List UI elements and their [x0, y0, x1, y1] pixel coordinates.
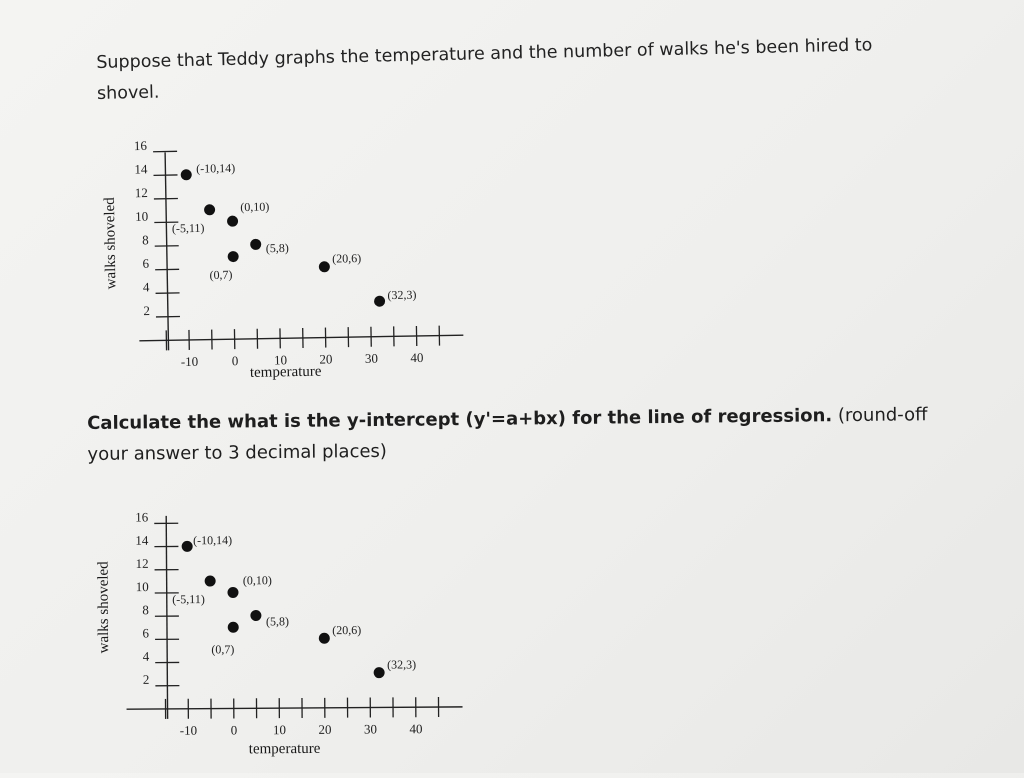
y-tick-label: 16	[134, 138, 148, 153]
prompt-normal: (round-off your answer to 3 decimal places)	[87, 404, 927, 465]
y-tick-label: 4	[143, 649, 150, 664]
y-tick-label: 8	[142, 602, 149, 617]
x-tick-label: 40	[409, 721, 422, 736]
point-label: (32,3)	[387, 657, 416, 671]
y-axis-label: walks shoveled	[102, 197, 120, 290]
x-axis-label: temperature	[250, 364, 322, 381]
x-tick-label: -10	[180, 723, 197, 738]
point-label: (5,8)	[266, 241, 289, 255]
x-tick-label: 30	[364, 721, 377, 736]
y-tick-label: 14	[134, 161, 148, 176]
point-label: (20,6)	[332, 623, 361, 637]
y-tick-label: 10	[136, 579, 149, 594]
data-point	[374, 667, 385, 678]
x-tick-label: 20	[319, 351, 332, 366]
x-axis-line	[127, 707, 463, 709]
x-tick-label: -10	[181, 354, 199, 369]
point-label: (-5,11)	[172, 221, 205, 236]
y-tick-label: 10	[135, 209, 148, 224]
y-tick-label: 4	[143, 279, 150, 294]
x-tick-label: 30	[365, 351, 378, 366]
point-label: (0,7)	[209, 268, 232, 282]
y-tick-label: 12	[135, 185, 148, 200]
data-point	[182, 541, 193, 552]
data-point	[228, 622, 239, 633]
data-point	[227, 587, 238, 598]
point-label: (-10,14)	[196, 161, 235, 176]
point-label: (5,8)	[266, 614, 289, 628]
x-tick-label: 0	[231, 722, 238, 737]
data-point	[250, 610, 261, 621]
y-tick-label: 6	[142, 256, 149, 271]
x-tick-label: 40	[410, 350, 423, 365]
point-label: (0,10)	[243, 573, 272, 587]
x-tick-label: 10	[273, 722, 286, 737]
point-label: (20,6)	[332, 251, 361, 266]
point-label: (0,7)	[211, 642, 234, 656]
y-tick-label: 8	[142, 232, 149, 247]
prompt-bold: Calculate the what is the y-intercept (y'=a+bx) for the line of regression.	[87, 405, 832, 434]
point-label: (-5,11)	[172, 592, 205, 606]
y-tick-label: 12	[135, 556, 148, 571]
y-axis-label: walks shoveled	[96, 561, 113, 654]
data-point	[319, 633, 330, 644]
point-label: (0,10)	[240, 200, 269, 215]
y-tick-label: 2	[143, 672, 150, 687]
y-tick-label: 6	[142, 625, 149, 640]
y-tick-label: 14	[135, 533, 149, 548]
x-axis-label: temperature	[249, 741, 321, 758]
x-tick-label: 20	[318, 722, 331, 737]
x-tick-label: 0	[232, 353, 239, 368]
point-label: (-10,14)	[193, 533, 232, 547]
point-label: (32,3)	[387, 288, 416, 303]
y-tick-label: 16	[135, 509, 149, 524]
data-point	[205, 575, 216, 586]
y-tick-label: 2	[143, 303, 150, 318]
x-tick-label: 10	[274, 352, 287, 367]
question-text: Suppose that Teddy graphs the temperature and the number of walks he's been hired to shovel.	[96, 29, 937, 110]
